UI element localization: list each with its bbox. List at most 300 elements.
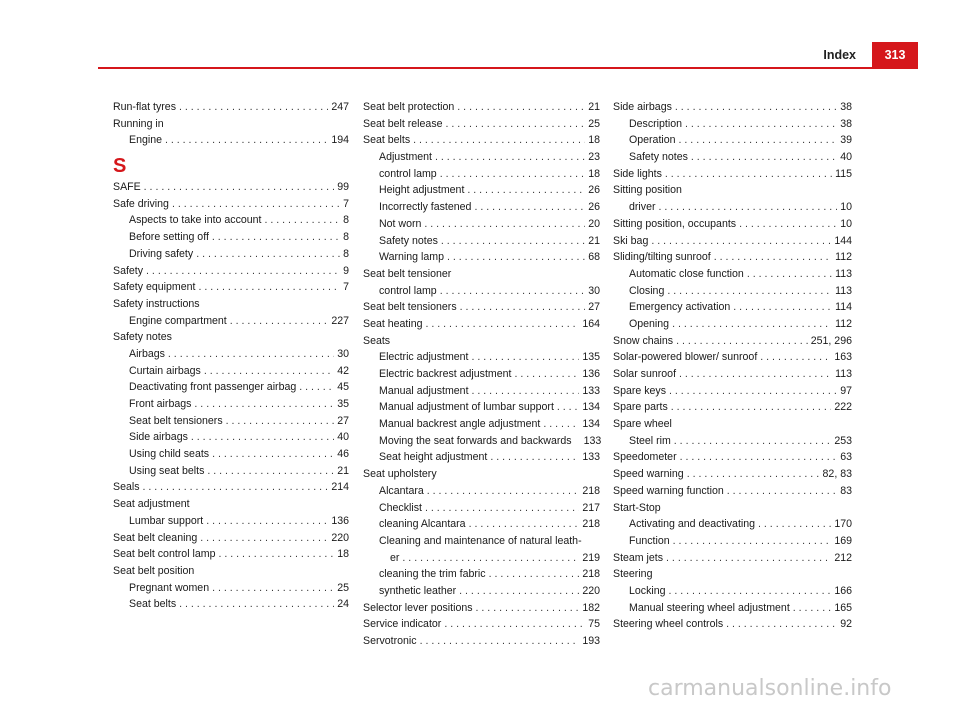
- page-reference: 218: [582, 568, 600, 581]
- index-subentry: [113, 396, 349, 413]
- page-reference: 38: [840, 117, 852, 130]
- page-reference: 10: [840, 201, 852, 214]
- entry-label: Warning lamp: [379, 251, 444, 264]
- page-reference: 217: [582, 501, 600, 514]
- entry-label: Seat belt cleaning: [113, 531, 198, 544]
- entry-label: cleaning the trim fabric: [379, 568, 486, 581]
- index-subentry: [613, 116, 852, 133]
- index-subentry: [363, 583, 600, 600]
- dot-leader: [467, 182, 585, 199]
- entry-label: Cleaning and maintenance of natural leath-: [379, 534, 582, 547]
- page-reference: 144: [834, 234, 852, 247]
- dot-leader: [714, 249, 832, 266]
- index-column-1: [113, 99, 349, 613]
- entry-label: Seat belt position: [113, 564, 195, 577]
- page-reference: 113: [835, 284, 852, 297]
- dot-leader: [299, 379, 334, 396]
- index-entry: [613, 166, 852, 183]
- index-subentry: [113, 212, 349, 229]
- page-reference: 8: [343, 231, 349, 244]
- index-entry: [613, 99, 852, 116]
- dot-leader: [198, 279, 340, 296]
- dot-leader: [435, 149, 585, 166]
- page-reference: 134: [582, 401, 600, 414]
- index-entry: [363, 333, 600, 350]
- entry-label: Service indicator: [363, 618, 442, 631]
- entry-label: Safety notes: [379, 234, 438, 247]
- dot-leader: [469, 516, 580, 533]
- index-entry: [113, 479, 349, 496]
- entry-label: control lamp: [379, 284, 437, 297]
- page-reference: 182: [582, 601, 600, 614]
- index-entry: [613, 449, 852, 466]
- index-entry: [613, 182, 852, 199]
- entry-label: Manual steering wheel adjustment: [629, 601, 790, 614]
- entry-label: Lumbar support: [129, 514, 204, 527]
- entry-label: Pregnant women: [129, 581, 210, 594]
- page-reference: 247: [331, 101, 349, 113]
- page-reference: 134: [582, 418, 600, 431]
- index-subentry: [613, 132, 852, 149]
- index-subentry: [613, 533, 852, 550]
- index-entry: [613, 550, 852, 567]
- dot-leader: [447, 249, 585, 266]
- dot-leader: [651, 233, 831, 250]
- index-subentry: [363, 182, 600, 199]
- dot-leader: [218, 546, 334, 563]
- index-subentry: [363, 149, 600, 166]
- entry-label: Opening: [629, 317, 670, 330]
- dot-leader: [440, 166, 586, 183]
- index-entry: [363, 600, 600, 617]
- dot-leader: [675, 99, 837, 116]
- index-entry: [363, 132, 600, 149]
- page-reference: 193: [582, 635, 600, 647]
- page-reference: 18: [337, 548, 349, 561]
- dot-leader: [168, 346, 334, 363]
- entry-label: Incorrectly fastened: [379, 201, 472, 214]
- page-reference: 63: [840, 451, 852, 464]
- entry-label: Side airbags: [129, 431, 188, 444]
- dot-leader: [194, 396, 334, 413]
- dot-leader: [143, 479, 329, 496]
- dot-leader: [671, 399, 832, 416]
- dot-leader: [739, 216, 837, 233]
- entry-label: Run-flat tyres: [113, 101, 176, 113]
- page-reference: 219: [582, 551, 600, 564]
- page-reference: 39: [840, 134, 852, 147]
- index-subentry: [363, 349, 600, 366]
- index-entry: [613, 233, 852, 250]
- page-reference: 112: [835, 251, 852, 264]
- dot-leader: [207, 463, 334, 480]
- entry-label: Front airbags: [129, 398, 192, 410]
- index-entry: [363, 116, 600, 133]
- entry-label: Ski bag: [613, 234, 649, 247]
- dot-leader: [691, 149, 837, 166]
- index-entry: [613, 616, 852, 633]
- entry-label: Safe driving: [113, 197, 169, 210]
- entry-label: Side lights: [613, 167, 662, 180]
- entry-label: Moving the seat forwards and backwards: [379, 434, 572, 447]
- page-reference: 163: [834, 351, 852, 364]
- dot-leader: [666, 550, 831, 567]
- page-reference: 113: [835, 267, 852, 280]
- index-subentry: [363, 399, 600, 416]
- entry-label: Seat belt protection: [363, 101, 455, 113]
- page-reference: 220: [582, 584, 600, 597]
- index-entry: [363, 299, 600, 316]
- dot-leader: [206, 513, 328, 530]
- page-reference: 114: [835, 301, 852, 314]
- entry-label: Safety notes: [113, 331, 172, 344]
- index-entry: [613, 466, 852, 483]
- entry-label: Speed warning function: [613, 484, 724, 497]
- entry-label: Start-Stop: [613, 501, 661, 514]
- entry-label: Seat belt tensioners: [129, 414, 223, 427]
- page-reference: 23: [588, 151, 600, 164]
- index-entry: [363, 466, 600, 483]
- entry-label: Seat upholstery: [363, 468, 437, 481]
- page-reference: 97: [840, 384, 852, 397]
- entry-label: Spare parts: [613, 401, 668, 414]
- page-reference: 27: [337, 414, 349, 427]
- index-entry: [113, 263, 349, 280]
- index-entry: [113, 116, 349, 133]
- page-reference: 8: [343, 214, 349, 227]
- index-entry: [613, 216, 852, 233]
- entry-label: Alcantara: [379, 484, 424, 497]
- entry-label: Safety notes: [629, 151, 688, 164]
- dot-leader: [200, 530, 328, 547]
- page-reference: 136: [331, 514, 349, 527]
- dot-leader: [474, 199, 585, 216]
- dot-leader: [226, 413, 335, 430]
- index-subentry: [113, 246, 349, 263]
- index-subentry: [613, 316, 852, 333]
- dot-leader: [212, 446, 334, 463]
- entry-label: Seat belt control lamp: [113, 548, 216, 561]
- index-subentry: [113, 363, 349, 380]
- entry-label: er: [390, 551, 400, 564]
- dot-leader: [733, 299, 832, 316]
- entry-label: Seats: [363, 334, 391, 347]
- index-subentry: [613, 149, 852, 166]
- dot-leader: [426, 316, 580, 333]
- watermark: carmanualsonline.info: [648, 676, 892, 701]
- index-entry: [613, 349, 852, 366]
- page-number-badge: 313: [872, 42, 918, 68]
- page-reference: 25: [588, 117, 600, 130]
- dot-leader: [424, 216, 585, 233]
- dot-leader: [444, 616, 585, 633]
- entry-label: cleaning Alcantara: [379, 518, 466, 531]
- entry-label: Steel rim: [629, 434, 671, 447]
- index-subentry: [363, 533, 600, 550]
- index-subentry: [363, 216, 600, 233]
- page-reference: 35: [337, 398, 349, 410]
- page-reference: 170: [834, 518, 852, 531]
- dot-leader: [413, 132, 585, 149]
- dot-leader: [179, 596, 334, 613]
- index-subentry: [363, 550, 600, 567]
- dot-leader: [146, 263, 340, 280]
- entry-label: Seat height adjustment: [379, 451, 488, 464]
- dot-leader: [669, 583, 832, 600]
- entry-label: Manual adjustment of lumbar support: [379, 401, 554, 414]
- index-subentry: [363, 500, 600, 517]
- entry-label: Locking: [629, 584, 666, 597]
- index-section-letter: S: [113, 155, 127, 178]
- index-subentry: [363, 366, 600, 383]
- dot-leader: [543, 416, 579, 433]
- entry-label: Emergency activation: [629, 301, 731, 314]
- entry-label: Adjustment: [379, 151, 432, 164]
- dot-leader: [490, 449, 579, 466]
- page-reference: 25: [337, 581, 349, 594]
- dot-leader: [427, 483, 580, 500]
- dot-leader: [265, 212, 341, 229]
- index-entry: [113, 563, 349, 580]
- page-reference: 83: [840, 484, 852, 497]
- index-subentry: [613, 283, 852, 300]
- entry-label: Seat heating: [363, 317, 423, 330]
- page-reference: 30: [588, 284, 600, 297]
- index-entry: [613, 366, 852, 383]
- index-entry: [113, 99, 349, 116]
- entry-label: Checklist: [379, 501, 422, 514]
- page-reference: 38: [840, 101, 852, 113]
- entry-label: synthetic leather: [379, 584, 457, 597]
- entry-label: Steering: [613, 568, 653, 581]
- entry-label: Solar-powered blower/ sunroof: [613, 351, 758, 364]
- page-reference: 68: [588, 251, 600, 264]
- page-reference: 18: [588, 167, 600, 180]
- entry-label: Side airbags: [613, 101, 672, 113]
- index-subentry: [613, 199, 852, 216]
- page-reference: 92: [840, 618, 852, 631]
- index-subentry: [363, 383, 600, 400]
- dot-leader: [747, 266, 832, 283]
- entry-label: Seals: [113, 481, 140, 494]
- index-subentry: [113, 580, 349, 597]
- dot-leader: [191, 429, 334, 446]
- dot-leader: [679, 366, 832, 383]
- entry-label: Servotronic: [363, 635, 417, 647]
- dot-leader: [489, 566, 580, 583]
- index-subentry: [363, 516, 600, 533]
- index-subentry: [613, 583, 852, 600]
- index-subentry: [113, 132, 349, 149]
- dot-leader: [673, 533, 832, 550]
- page-reference: 99: [337, 181, 349, 194]
- index-subentry: [113, 229, 349, 246]
- entry-label: Manual backrest angle adjustment: [379, 418, 541, 431]
- page-reference: 135: [582, 351, 600, 364]
- page-reference: 251, 296: [810, 334, 852, 347]
- dot-leader: [460, 299, 586, 316]
- dot-leader: [667, 283, 832, 300]
- entry-label: Description: [629, 117, 682, 130]
- index-entry: [113, 296, 349, 313]
- dot-leader: [687, 466, 820, 483]
- dot-leader: [514, 366, 579, 383]
- dot-leader: [212, 580, 334, 597]
- page-reference: 113: [835, 368, 852, 380]
- dot-leader: [230, 313, 329, 330]
- page-reference: 82, 83: [822, 468, 852, 481]
- index-subentry: [113, 379, 349, 396]
- index-subentry: [363, 449, 600, 466]
- index-subentry: [613, 516, 852, 533]
- index-entry: [113, 530, 349, 547]
- page-reference: 222: [834, 401, 852, 414]
- page-reference: 133: [582, 451, 600, 464]
- entry-label: Snow chains: [613, 334, 674, 347]
- dot-leader: [726, 616, 837, 633]
- dot-leader: [659, 199, 838, 216]
- entry-label: Spare keys: [613, 384, 666, 397]
- entry-label: Safety equipment: [113, 281, 196, 294]
- index-entry: [113, 196, 349, 213]
- dot-leader: [674, 433, 832, 450]
- entry-label: Operation: [629, 134, 676, 147]
- dot-leader: [472, 349, 580, 366]
- page-reference: 218: [582, 518, 600, 531]
- dot-leader: [459, 583, 579, 600]
- entry-label: Aspects to take into account: [129, 214, 262, 227]
- index-subentry: [363, 199, 600, 216]
- entry-label: Speed warning: [613, 468, 684, 481]
- page-reference: 214: [331, 481, 349, 494]
- index-subentry: [613, 433, 852, 450]
- index-entry: [613, 399, 852, 416]
- index-entry: [613, 249, 852, 266]
- dot-leader: [557, 399, 579, 416]
- index-entry: [363, 99, 600, 116]
- entry-label: Sitting position, occupants: [613, 217, 737, 230]
- index-subentry: [113, 463, 349, 480]
- dot-leader: [440, 283, 586, 300]
- page-reference: 7: [343, 197, 349, 210]
- index-subentry: [613, 600, 852, 617]
- page-reference: 42: [337, 364, 349, 377]
- page-reference: 227: [331, 314, 349, 327]
- dot-leader: [441, 233, 585, 250]
- dot-leader: [144, 179, 335, 196]
- entry-label: Seat belts: [129, 598, 177, 611]
- dot-leader: [402, 550, 579, 567]
- entry-label: Function: [629, 534, 670, 547]
- page-reference: 165: [834, 601, 852, 614]
- index-entry: [363, 633, 600, 650]
- entry-label: Engine compartment: [129, 314, 227, 327]
- index-entry: [613, 383, 852, 400]
- entry-label: Seat adjustment: [113, 498, 190, 511]
- entry-label: Safety instructions: [113, 297, 200, 310]
- entry-label: Deactivating front passenger airbag: [129, 381, 297, 394]
- entry-label: Steam jets: [613, 551, 664, 564]
- index-subentry: [113, 346, 349, 363]
- index-subentry: [363, 433, 600, 450]
- entry-label: Solar sunroof: [613, 368, 677, 380]
- entry-label: Before setting off: [129, 231, 209, 244]
- entry-label: Not worn: [379, 217, 422, 230]
- dot-leader: [669, 383, 837, 400]
- index-entry: [113, 179, 349, 196]
- page-reference: 169: [834, 534, 852, 547]
- index-column-3: [613, 99, 852, 633]
- dot-leader: [179, 99, 328, 116]
- dot-leader: [420, 633, 580, 650]
- page-reference: 7: [343, 281, 349, 294]
- entry-label: Spare wheel: [613, 418, 672, 431]
- index-entry: [363, 616, 600, 633]
- entry-label: Electric adjustment: [379, 351, 469, 364]
- page-header-title: Index: [823, 48, 856, 62]
- index-entry: [113, 496, 349, 513]
- index-subentry: [113, 313, 349, 330]
- index-entry: [613, 500, 852, 517]
- dot-leader: [676, 333, 808, 350]
- entry-label: Automatic close function: [629, 267, 744, 280]
- index-entry: [113, 546, 349, 563]
- index-entry: [613, 566, 852, 583]
- page-reference: 133: [583, 434, 602, 447]
- entry-label: Using seat belts: [129, 464, 205, 477]
- dot-leader: [204, 363, 334, 380]
- entry-label: control lamp: [379, 167, 437, 180]
- index-column-2: [363, 99, 600, 650]
- entry-label: Electric backrest adjustment: [379, 368, 512, 380]
- dot-leader: [446, 116, 586, 133]
- page-reference: 30: [337, 347, 349, 360]
- entry-label: Seat belt tensioners: [363, 301, 457, 314]
- index-subentry: [363, 166, 600, 183]
- dot-leader: [425, 500, 579, 517]
- entry-label: Engine: [129, 134, 162, 147]
- index-entry: [613, 483, 852, 500]
- index-subentry: [613, 299, 852, 316]
- entry-label: SAFE: [113, 181, 141, 194]
- page-reference: 21: [588, 234, 600, 247]
- page-reference: 75: [588, 618, 600, 631]
- index-subentry: [113, 413, 349, 430]
- entry-label: Curtain airbags: [129, 364, 201, 377]
- entry-label: Sitting position: [613, 184, 682, 197]
- dot-leader: [760, 349, 831, 366]
- page-reference: 26: [588, 184, 600, 197]
- index-subentry: [113, 446, 349, 463]
- entry-label: Seat belts: [363, 134, 411, 147]
- page-reference: 24: [337, 598, 349, 611]
- page-reference: 21: [588, 101, 600, 113]
- entry-label: Steering wheel controls: [613, 618, 724, 631]
- dot-leader: [212, 229, 340, 246]
- page-reference: 20: [588, 217, 600, 230]
- page-reference: 166: [834, 584, 852, 597]
- entry-label: Selector lever positions: [363, 601, 473, 614]
- page-reference: 40: [840, 151, 852, 164]
- entry-label: Closing: [629, 284, 665, 297]
- page-reference: 40: [337, 431, 349, 444]
- dot-leader: [196, 246, 340, 263]
- index-subentry: [113, 513, 349, 530]
- dot-leader: [457, 99, 585, 116]
- index-entry: [113, 329, 349, 346]
- index-subentry: [113, 429, 349, 446]
- entry-label: Height adjustment: [379, 184, 465, 197]
